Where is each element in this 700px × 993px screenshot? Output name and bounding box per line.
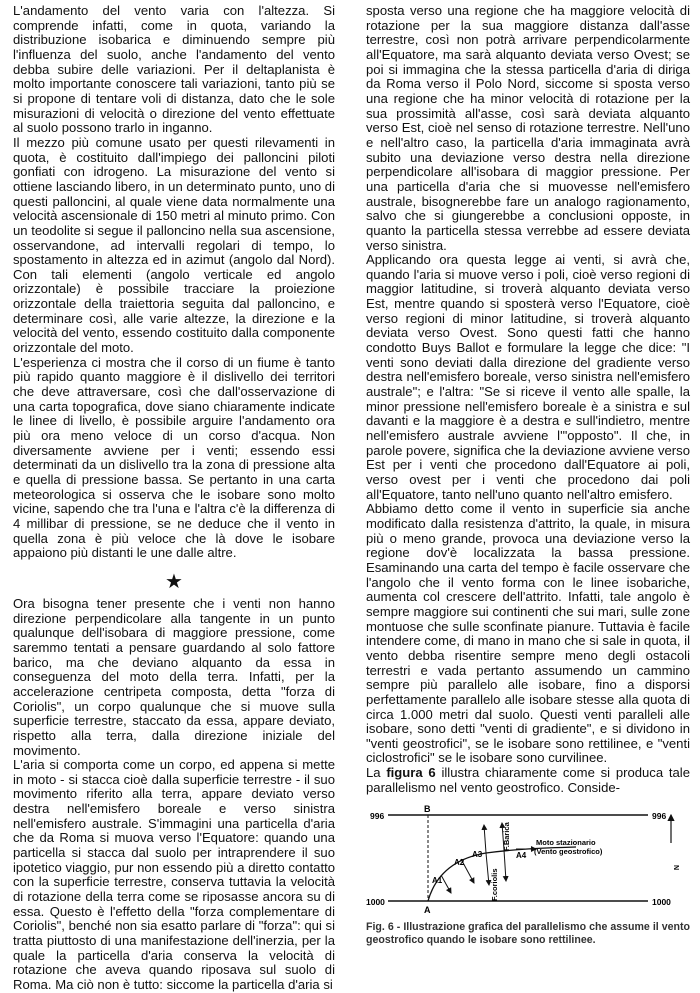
vector-arrow — [441, 875, 451, 893]
point-label: A — [424, 905, 431, 916]
paragraph: Applicando ora questa legge ai venti, si avrà che, quando l'aria si muove verso i poli, cioè verso regioni di maggior latitudine, si troverà alquanto deviata verso Est, mentre quando si sposterà verso l'Equatore, cioè verso regioni di minor latitudine, si troverà alquanto deviata verso Ovest. Sono questi fatti che hanno condotto Buys Ballot e formulare la legge che dice: "I venti sono deviati dalla direzione del gradiente verso destra nell'emisfero boreale, verso sinistra nell'emisfero australe"; e l'altra: "Se si riceve il vento alle spalle, la minor pressione nell'emisfero boreale è a sinistra e sul davanti e la maggiore è a destra e sull'indietro, mentre nell'emisfero australe avviene l'"opposto". Il che, in parole povere, significa che la deviazione avviene verso Est per i venti che procedono dall'Equatore ai poli, verso ovest per i venti che procedono dai poli all'Equatore, tanto nell'uno quanto nell'altro emisfero. — [366, 252, 690, 502]
vector-arrow — [504, 850, 506, 881]
figure-reference: figura 6 — [386, 765, 436, 781]
paragraph: L'aria si comporta come un corpo, ed appena si mette in moto - si stacca cioè dalla superficie terrestre - il suo movimento riferito alla terra, appare deviato verso destra nell'emisfero boreale e verso sinistra nell'emisfero australe. S'immagini una particella d'aria che da Roma si muova verso l'Equatore: quando una particella si stacca dal suolo per intraprendere il suo ipotetico viaggio, pur non essendo più a diretto contatto con la superficie terrestre, conserva tuttavia la velocità di rotazione della terra come se riposasse ancora su di essa. Questo è l'effetto della "forza complementare di Coriolis", benché non sia esatto parlare di "forza": qui si tratta piuttosto di una manifestazione dell'inerzia, per la quale la particella d'aria conserva la velocità di rotazione che aveva quando riposava sul suolo di Roma. Ma ciò non è tutto: siccome la particella d'aria si — [13, 757, 335, 992]
isobar-label: 996 — [370, 811, 385, 822]
paragraph: L'esperienza ci mostra che il corso di un fiume è tanto più rapido quanto maggiore è il dislivello dei territori che deve attraversare, così che dall'osservazione di una carta topografica, dove siano chiaramente indicate le linee di livello, è possibile arguire l'andamento ora più ora meno veloce di un corso d'acqua. Non diversamente avviene per i venti; essendo essi determinati da un dislivello tra la zona di pressione alta e quella di pressione bassa. Se pertanto in una carta meteorologica si osserva che le isobare sono molto vicine, sapendo che tra l'una e l'altra c'è la differenza di 4 millibar di pressione, se ne deduce che il vento in quella zona è più veloce che là dove le isobare appaiono più distanti le une dalle altre. — [13, 354, 335, 561]
paragraph: La figura 6 illustra chiaramente come si produca tale parallelismo nel vento geostrofico. Conside- — [366, 765, 690, 795]
isobar-label: 1000 — [652, 897, 671, 908]
point-label: A2 — [454, 858, 465, 868]
point-label: A1 — [432, 876, 443, 886]
point-label: B — [424, 804, 431, 815]
paragraph: Il mezzo più comune usato per questi rilevamenti in quota, è costituito dall'impiego dei palloncini piloti gonfiati con idrogeno. La misurazione del vento si ottiene lasciando libero, in un determinato punto, uno di questi palloncini, al quale viene data normalmente una velocità ascensionale di 150 metri al minuto primo. Con un teodolite si segue il palloncino nella sua ascensione, osservandone, ad intervalli regolari di tempo, lo spostamento in altezza ed in azimut (angolo dal Nord). Con tali elementi (angolo verticale ed angolo orizzontale) è possibile tracciare la proiezione orizzontale della traiettoria seguita dal palloncino, e determinare così, alle varie altezze, la direzione e la velocità del vento, essendo costituito dalla componente orizzontale del moto. — [13, 134, 335, 356]
figure-caption: Fig. 6 - Illustrazione grafica del parallelismo che assume il vento geostrofico quando le isobare sono rettilinee. — [366, 921, 690, 947]
right-column — [366, 4, 690, 947]
north-label: N — [672, 865, 679, 871]
isobar-label: 1000 — [366, 897, 385, 908]
paragraph: sposta verso una regione che ha maggiore velocità di rotazione per la sua maggiore distanza dall'asse terrestre, così non potrà arrivare perpendicolarmente all'Equatore, ma sarà alquanto deviata verso Ovest; se poi si immagina che la stessa particella d'aria di diriga da Roma verso il Polo Nord, siccome si sposta verso una regione che ha minor velocità di rotazione per la sua prossimità all'asse, così sarà deviata alquanto verso Est, cioè nel senso di rotazione terrestre. Nell'uno e nell'altro caso, la particella d'aria immaginata avrà subito una deviazione verso destra nella direzione perpendicolare all'isobara di maggior pressione. Per una particella d'aria che si muovesse nell'emisfero australe, bisognerebbe fare un analogo ragionamento, salvo che si giungerebbe a conclusioni opposte, in quanto la particella stessa verrebbe ad essere deviata verso sinistra. — [366, 3, 690, 253]
vector-arrow — [484, 825, 486, 853]
annotation-label: Moto stazionario — [536, 838, 596, 848]
paragraph: L'andamento del vento varia con l'altezza. Si comprende infatti, come in quota, variando la distribuzione isobarica e diminuendo sempre più l'influenza del suolo, anche l'andamento del vento debba subire delle variazioni. Per il deltaplanista è molto importante conoscere tali variazioni, tanto più se si propone di tentare voli di distanza, dato che le sole misurazioni di velocità o direzione del vento effettuate al suolo possono trarlo in inganno. — [13, 3, 335, 136]
left-column — [13, 4, 335, 993]
point-label: A4 — [516, 851, 527, 861]
vector-arrow — [486, 853, 489, 885]
paragraph: Abbiamo detto come il vento in superficie sia anche modificato dalla resistenza d'attrito, la quale, in misura più o meno grande, provoca una deviazione verso la regione dov'è localizzata la bassa pressione. Esaminando una carta del tempo è facile osservare che l'angolo che il vento forma con le linee isobariche, aumenta col crescere dell'attrito. Infatti, tale angolo è sempre maggiore sui continenti che sui mari, sulle zone montuose che sulle sconfinate pianure. Tuttavia è facile intendere come, di mano in mano che si sale in quota, il vento debba risentire sempre meno degli ostacoli terrestri e vada pertanto assumendo un cammino sempre più parallelo alle isobare, fino a disporsi perfettamente parallelo alle isobare stesse alla quota di circa 1.000 metri dal suolo. Questi venti paralleli alle isobare, sono detti "venti di gradiente", e si dividono in "venti geostrofici", se le isobare sono rettilinee, e "venti ciclostrofici" se le isobare sono curvilinee. — [366, 501, 690, 766]
isobar-label: 996 — [652, 811, 667, 822]
section-divider-star-icon: ★ — [165, 570, 183, 593]
annotation-label: (Vento geostrofico) — [534, 847, 603, 857]
force-label: F.coriolis — [490, 868, 499, 902]
geostrophic-wind-diagram — [366, 803, 690, 915]
paragraph: Ora bisogna tener presente che i venti non hanno direzione perpendicolare alla tangente in un punto qualunque dell'isobara di maggiore pressione, come saremmo tentati a pensare guardando al solo fattore barico, ma che deviano alquanto da essa in conseguenza del moto della terra. Infatti, per la accelerazione centripeta composta, detta "forza di Coriolis", un corpo qualunque che si muove sulla superficie terrestre, staccato da essa, appare deviato, rispetto alla terra, dalla direzione iniziale del movimento. — [13, 595, 335, 758]
point-label: A3 — [472, 850, 483, 860]
figure-6 — [366, 803, 690, 947]
force-label: F.Barica — [502, 822, 511, 852]
